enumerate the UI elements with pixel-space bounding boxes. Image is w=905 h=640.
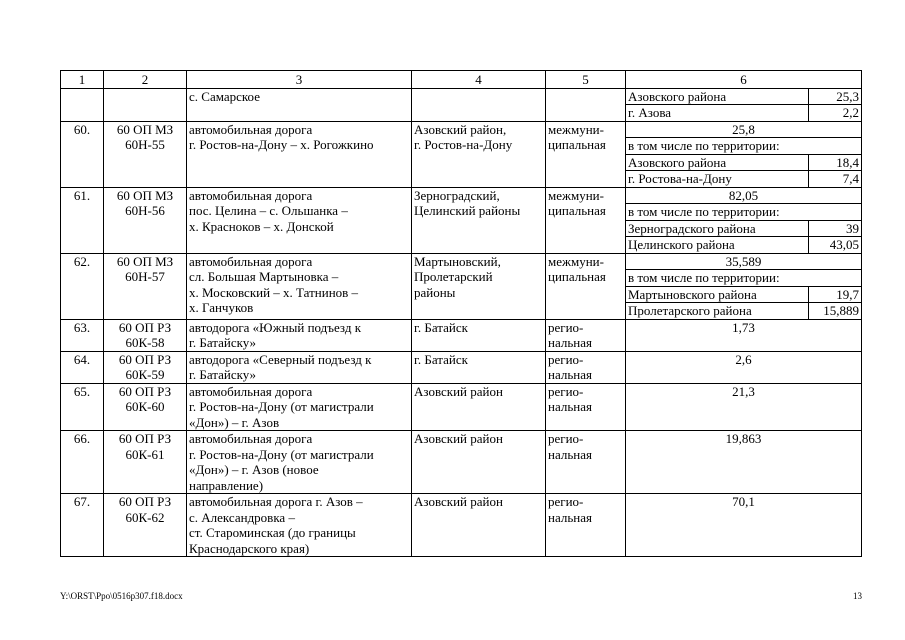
column-header-1: 1 bbox=[61, 71, 104, 89]
road-type: межмуни- ципальная bbox=[546, 253, 626, 319]
territory-value: 18,4 bbox=[809, 154, 862, 171]
territory-value: 25,3 bbox=[809, 89, 862, 105]
road-length bbox=[626, 494, 862, 557]
length-breakdown bbox=[626, 494, 861, 510]
road-type bbox=[546, 88, 626, 121]
column-header-2: 2 bbox=[104, 71, 187, 89]
territory-label: Азовского района bbox=[626, 89, 809, 105]
length-intro: в том числе по территории: bbox=[626, 270, 861, 287]
length-total: 25,8 bbox=[626, 122, 861, 138]
road-area: г. Батайск bbox=[412, 351, 546, 383]
road-length bbox=[626, 253, 862, 319]
column-header-4: 4 bbox=[412, 71, 546, 89]
road-type: регио- нальная bbox=[546, 431, 626, 494]
road-name: автомобильная дорога г. Ростов-на-Дону (от магистрали «Дон») – г. Азов bbox=[187, 383, 412, 431]
road-area: Зерноградский, Целинский районы bbox=[412, 187, 546, 253]
territory-label: Азовского района bbox=[626, 154, 809, 171]
table-row bbox=[61, 187, 862, 253]
territory-value: 7,4 bbox=[809, 171, 862, 187]
road-name: автодорога «Северный подъезд к г. Батайску» bbox=[187, 351, 412, 383]
table-row bbox=[61, 351, 862, 383]
road-area: Азовский район bbox=[412, 431, 546, 494]
territory-value: 39 bbox=[809, 220, 862, 237]
road-name: автодорога «Южный подъезд к г. Батайску» bbox=[187, 319, 412, 351]
territory-label: Мартыновского района bbox=[626, 286, 809, 303]
row-number: 67. bbox=[61, 494, 104, 557]
road-area bbox=[412, 88, 546, 121]
length-total: 1,73 bbox=[732, 319, 755, 335]
road-type: регио- нальная bbox=[546, 319, 626, 351]
length-breakdown bbox=[626, 188, 861, 253]
table-row bbox=[61, 383, 862, 431]
header-row bbox=[61, 71, 862, 89]
road-name: автомобильная дорога г. Ростов-на-Дону – х. Рогожкино bbox=[187, 121, 412, 187]
length-total: 35,589 bbox=[626, 254, 861, 270]
road-code: 60 ОП МЗ 60Н-55 bbox=[104, 121, 187, 187]
road-name: автомобильная дорога г. Азов – с. Александровка – ст. Староминская (до границы Краснодарского края) bbox=[187, 494, 412, 557]
territory-label: Целинского района bbox=[628, 237, 735, 252]
road-type: межмуни- ципальная bbox=[546, 187, 626, 253]
column-header-6: 6 bbox=[626, 71, 862, 89]
table-row bbox=[61, 319, 862, 351]
length-intro: в том числе по территории: bbox=[626, 138, 861, 155]
road-length bbox=[626, 351, 862, 383]
road-type: регио- нальная bbox=[546, 351, 626, 383]
row-number bbox=[61, 88, 104, 121]
road-code: 60 ОП РЗ 60К-59 bbox=[104, 351, 187, 383]
territory-value: 2,2 bbox=[809, 105, 862, 121]
road-code: 60 ОП РЗ 60К-60 bbox=[104, 383, 187, 431]
table-row bbox=[61, 494, 862, 557]
territory-label: Пролетарского района bbox=[628, 303, 752, 318]
road-code: 60 ОП РЗ 60К-58 bbox=[104, 319, 187, 351]
road-name: автомобильная дорога г. Ростов-на-Дону (от магистрали «Дон») – г. Азов (новое направление) bbox=[187, 431, 412, 494]
table-row bbox=[61, 88, 862, 121]
road-type: регио- нальная bbox=[546, 383, 626, 431]
length-breakdown bbox=[626, 384, 861, 400]
road-length bbox=[626, 187, 862, 253]
road-type: регио- нальная bbox=[546, 494, 626, 557]
territory-value: 43,05 bbox=[809, 237, 862, 253]
territory-label: Зерноградского района bbox=[626, 220, 809, 237]
road-length bbox=[626, 121, 862, 187]
road-name: с. Самарское bbox=[187, 88, 412, 121]
road-area: Азовский район bbox=[412, 494, 546, 557]
row-number: 61. bbox=[61, 187, 104, 253]
table-body bbox=[61, 88, 862, 557]
length-breakdown bbox=[626, 254, 861, 319]
territory-value: 15,889 bbox=[809, 303, 862, 319]
road-name: автомобильная дорога сл. Большая Мартыновка – х. Московский – х. Татнинов – х. Ганчуков bbox=[187, 253, 412, 319]
row-number: 65. bbox=[61, 383, 104, 431]
territory-value: 19,7 bbox=[809, 286, 862, 303]
row-number: 60. bbox=[61, 121, 104, 187]
row-number: 63. bbox=[61, 319, 104, 351]
road-code bbox=[104, 88, 187, 121]
column-header-5: 5 bbox=[546, 71, 626, 89]
length-total: 82,05 bbox=[626, 188, 861, 204]
territory-label: г. Азова bbox=[628, 105, 672, 120]
road-name: автомобильная дорога пос. Целина – с. Ольшанка – х. Красноков – х. Донской bbox=[187, 187, 412, 253]
length-breakdown bbox=[626, 352, 861, 368]
length-breakdown bbox=[626, 320, 861, 336]
table-row bbox=[61, 121, 862, 187]
roads-table bbox=[60, 70, 862, 557]
road-code: 60 ОП МЗ 60Н-56 bbox=[104, 187, 187, 253]
row-number: 66. bbox=[61, 431, 104, 494]
page-number: 13 bbox=[853, 591, 862, 601]
length-breakdown bbox=[626, 431, 861, 447]
road-code: 60 ОП РЗ 60К-61 bbox=[104, 431, 187, 494]
length-total: 70,1 bbox=[732, 494, 755, 509]
table-row bbox=[61, 431, 862, 494]
road-area: г. Батайск bbox=[412, 319, 546, 351]
length-total: 21,3 bbox=[732, 383, 755, 399]
territory-label: г. Ростова-на-Дону bbox=[628, 171, 732, 186]
length-intro: в том числе по территории: bbox=[626, 204, 861, 221]
column-header-3: 3 bbox=[187, 71, 412, 89]
footer-file-path: Y:\ORST\Ppo\0516p307.f18.docx bbox=[60, 591, 183, 601]
road-code: 60 ОП РЗ 60К-62 bbox=[104, 494, 187, 557]
row-number: 64. bbox=[61, 351, 104, 383]
road-length bbox=[626, 88, 862, 121]
road-length bbox=[626, 431, 862, 494]
road-length bbox=[626, 319, 862, 351]
length-breakdown bbox=[626, 89, 861, 121]
length-breakdown bbox=[626, 122, 861, 187]
road-code: 60 ОП МЗ 60Н-57 bbox=[104, 253, 187, 319]
road-type: межмуни- ципальная bbox=[546, 121, 626, 187]
road-area: Азовский район bbox=[412, 383, 546, 431]
length-total: 2,6 bbox=[735, 351, 752, 367]
road-length bbox=[626, 383, 862, 431]
road-area: Мартыновский, Пролетарский районы bbox=[412, 253, 546, 319]
length-total: 19,863 bbox=[725, 431, 762, 446]
table-row bbox=[61, 253, 862, 319]
table-header bbox=[61, 71, 862, 89]
row-number: 62. bbox=[61, 253, 104, 319]
road-area: Азовский район, г. Ростов-на-Дону bbox=[412, 121, 546, 187]
